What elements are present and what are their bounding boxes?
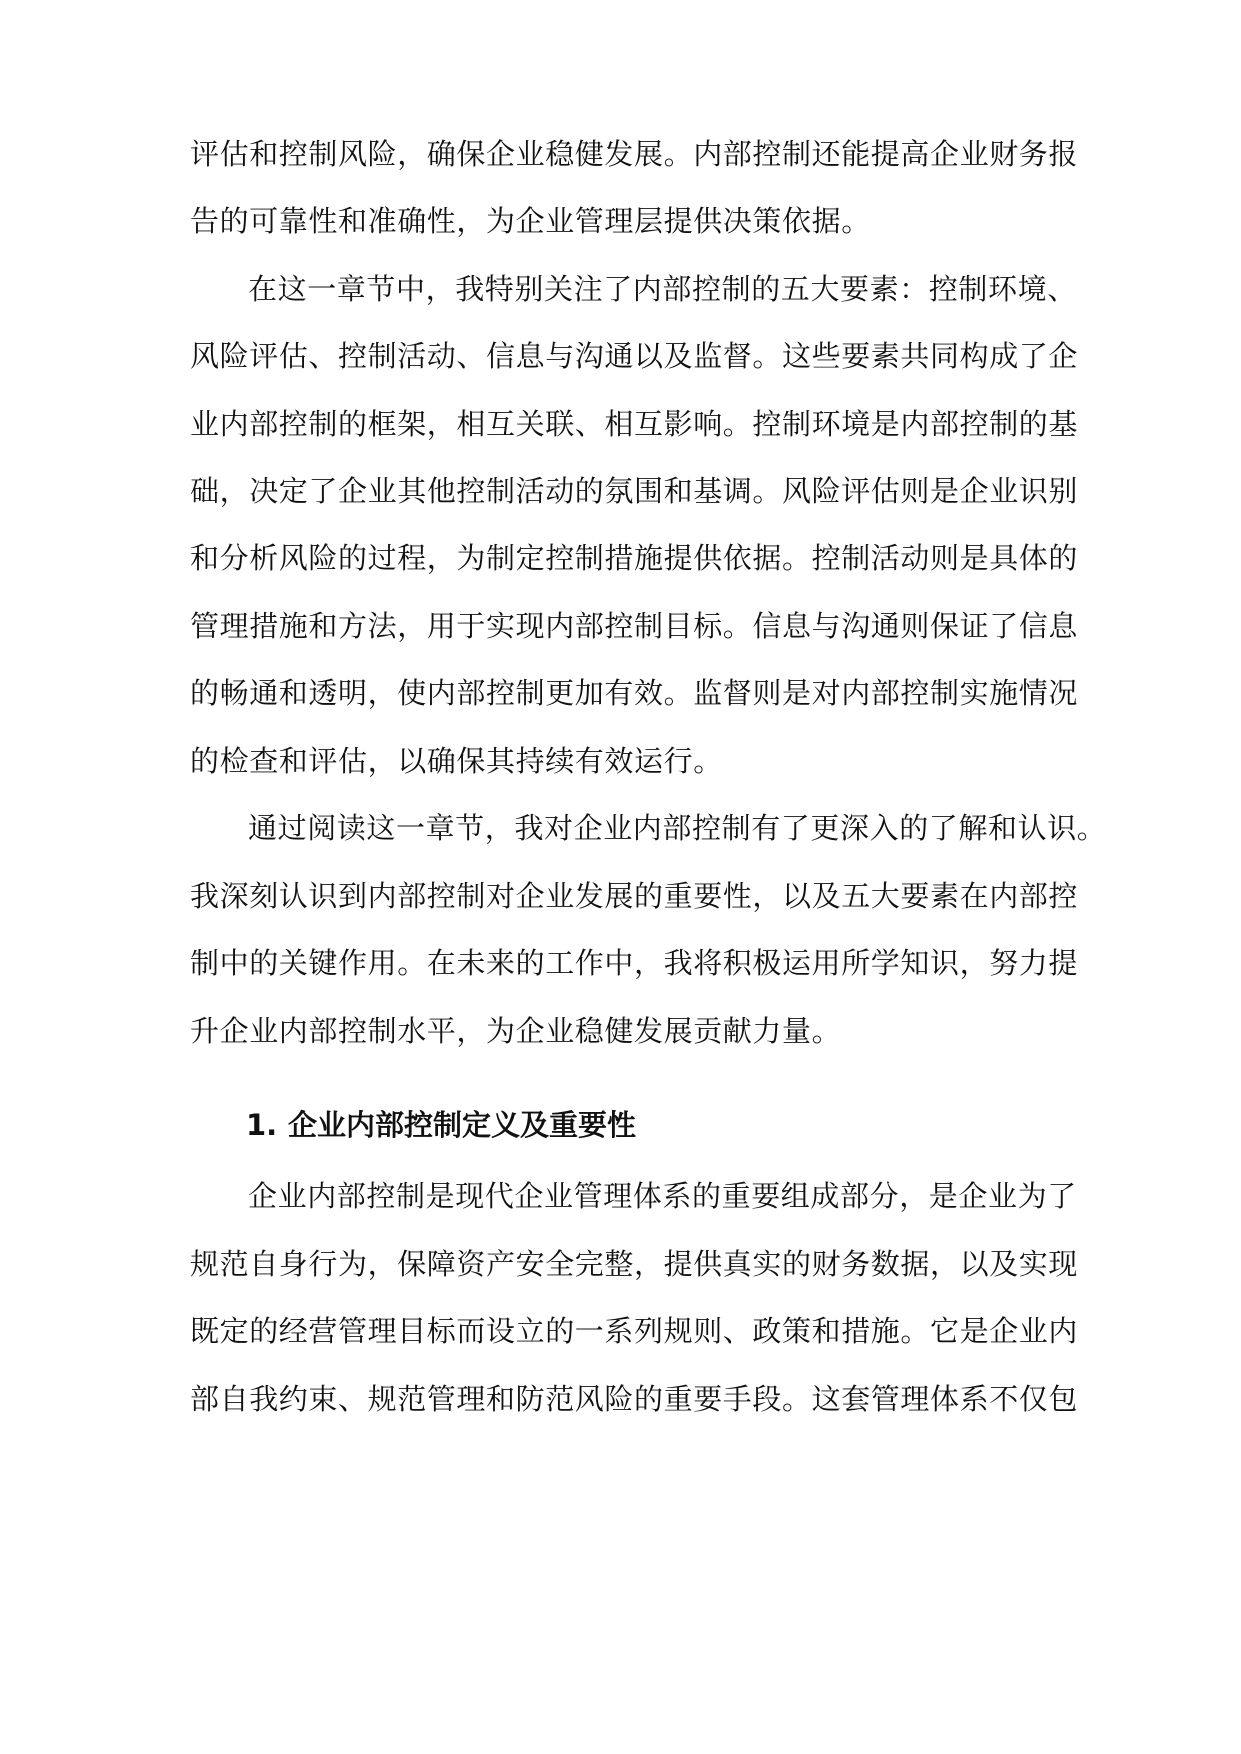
paragraph-line: 评估和控制风险，确保企业稳健发展。内部控制还能提高企业财务报	[190, 137, 1079, 171]
paragraph-line: 既定的经营管理目标而设立的一系列规则、政策和措施。它是企业内	[190, 1314, 1079, 1348]
paragraph-line: 我深刻认识到内部控制对企业发展的重要性，以及五大要素在内部控	[190, 879, 1079, 913]
paragraph-line: 管理措施和方法，用于实现内部控制目标。信息与沟通则保证了信息	[190, 609, 1079, 643]
paragraph-line: 部自我约束、规范管理和防范风险的重要手段。这套管理体系不仅包	[190, 1382, 1079, 1416]
paragraph-line: 的畅通和透明，使内部控制更加有效。监督则是对内部控制实施情况	[190, 676, 1079, 710]
section-heading	[246, 1105, 846, 1145]
paragraph-line: 业内部控制的框架，相互关联、相互影响。控制环境是内部控制的基	[190, 407, 1079, 441]
paragraph-line: 升企业内部控制水平，为企业稳健发展贡献力量。	[190, 1014, 842, 1048]
paragraph-line: 制中的关键作用。在未来的工作中，我将积极运用所学知识，努力提	[190, 946, 1079, 980]
paragraph-line: 在这一章节中，我特别关注了内部控制的五大要素：控制环境、	[248, 272, 1077, 306]
paragraph-line: 风险评估、控制活动、信息与沟通以及监督。这些要素共同构成了企	[190, 339, 1079, 373]
paragraph-line: 和分析风险的过程，为制定控制措施提供依据。控制活动则是具体的	[190, 541, 1079, 575]
paragraph-line: 规范自身行为，保障资产安全完整，提供真实的财务数据，以及实现	[190, 1247, 1079, 1281]
paragraph-line: 企业内部控制是现代企业管理体系的重要组成部分，是企业为了	[248, 1179, 1077, 1213]
paragraph-line: 通过阅读这一章节，我对企业内部控制有了更深入的了解和认识。	[248, 811, 1107, 845]
paragraph-line: 的检查和评估，以确保其持续有效运行。	[190, 744, 723, 778]
paragraph-line: 础，决定了企业其他控制活动的氛围和基调。风险评估则是企业识别	[190, 474, 1079, 508]
paragraph-line: 告的可靠性和准确性，为企业管理层提供决策依据。	[190, 204, 871, 238]
section-number: 1.	[246, 1108, 278, 1142]
section-title: 企业内部控制定义及重要性	[288, 1108, 637, 1142]
